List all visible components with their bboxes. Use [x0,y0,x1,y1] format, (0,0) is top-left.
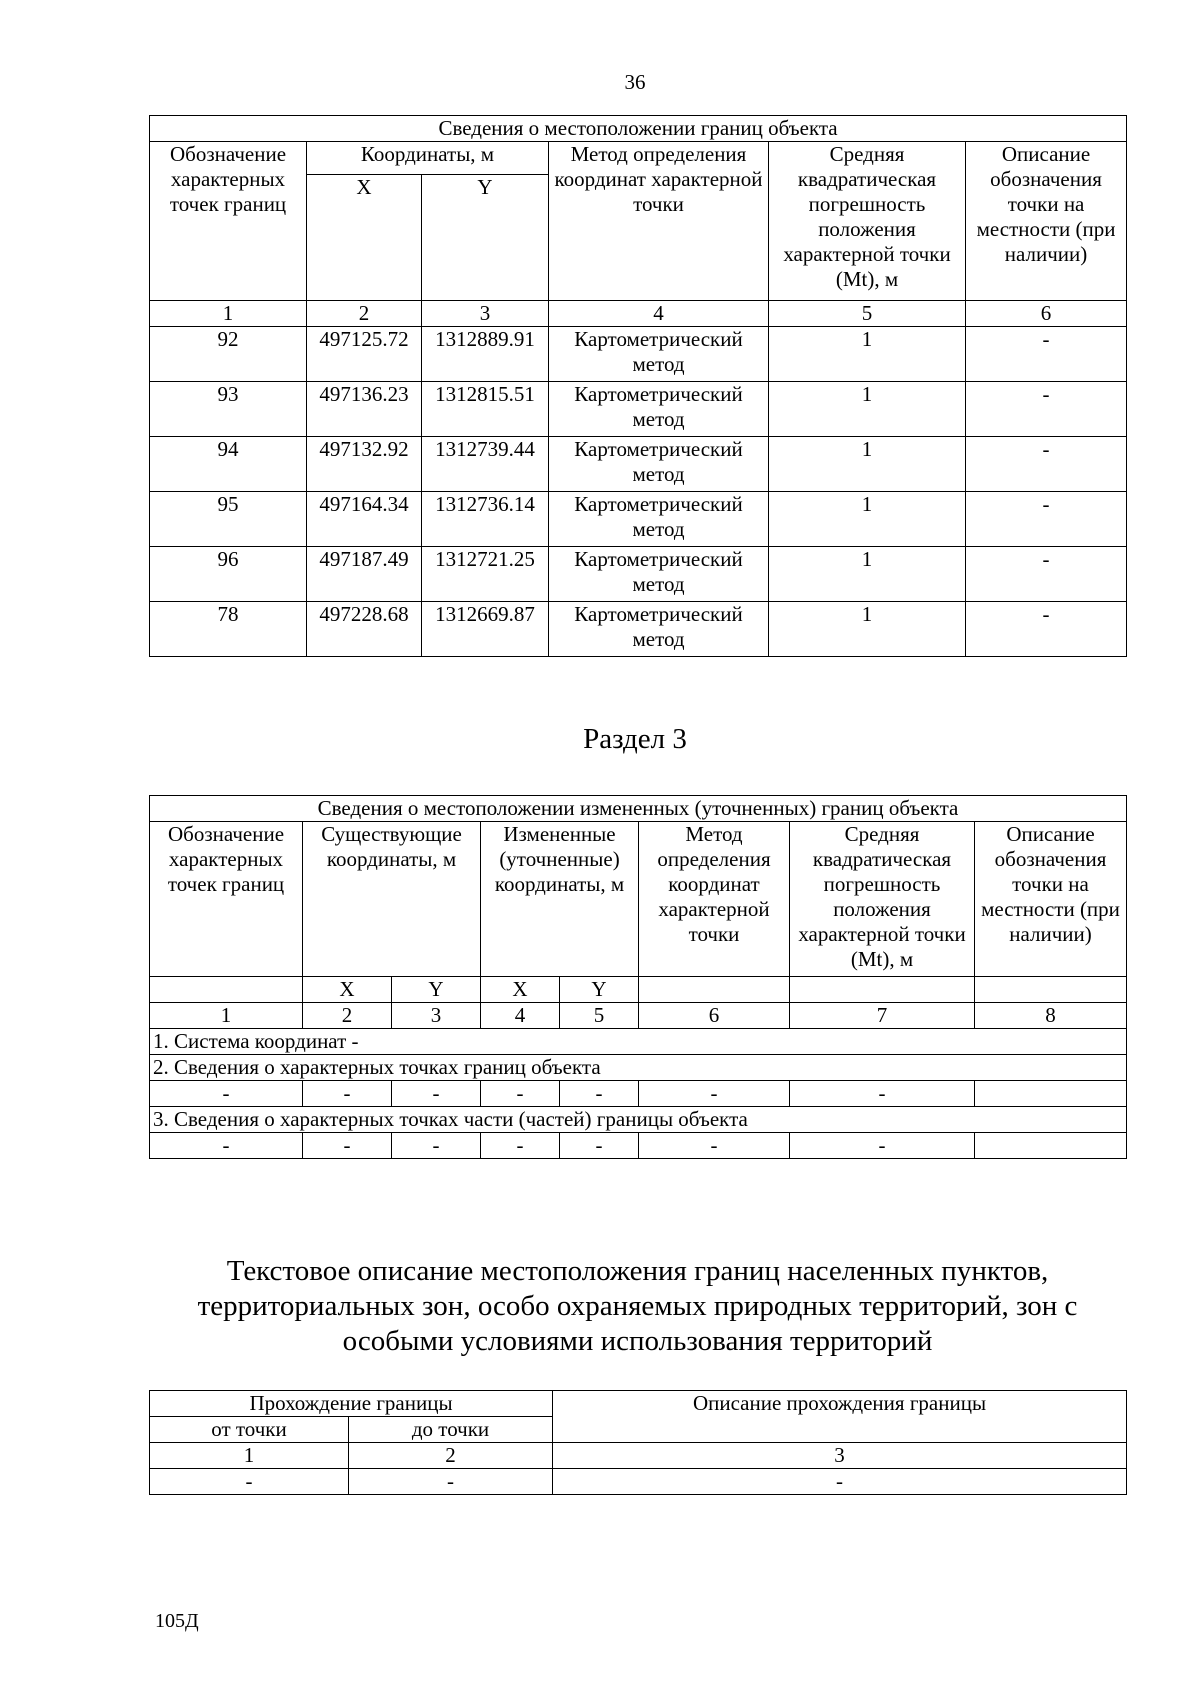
header-description: Описание обозначения точки на местности (при наличии) [966,142,1127,301]
column-number: 5 [560,1003,639,1029]
header-from-point: от точки [150,1417,349,1443]
dash-cell: - [349,1469,553,1495]
empty-cell [639,977,790,1003]
dash-cell: - [553,1469,1127,1495]
column-number: 3 [422,301,549,327]
header-to-point: до точки [349,1417,553,1443]
header-method: Метод определения координат характерной точки [549,142,769,301]
header-description: Описание обозначения точки на местности (при наличии) [975,822,1127,977]
dash-cell: - [150,1469,349,1495]
description-value: - [966,547,1127,602]
header-existing-coordinates: Существующие координаты, м [303,822,481,977]
empty-cell [975,1081,1127,1107]
dash-cell: - [790,1081,975,1107]
dash-cell: - [790,1133,975,1159]
y-value: 1312739.44 [422,437,549,492]
x-value: 497125.72 [307,327,422,382]
point-id: 95 [150,492,307,547]
dash-cell: - [150,1133,303,1159]
description-value: - [966,327,1127,382]
table-row [150,602,1127,657]
table-row [150,547,1127,602]
column-number: 2 [303,1003,392,1029]
column-number-row [150,1443,1127,1469]
page-number: 36 [624,70,646,94]
text-description-heading: Текстовое описание местоположения границ населенных пунктов, территориальных зон, особо охраняемых природных территорий, зон с особыми условиями использования территорий [197,1255,1078,1357]
section-heading: Раздел 3 [583,723,687,755]
method-value: Картометрический метод [549,602,769,657]
point-id: 92 [150,327,307,382]
error-value: 1 [769,492,966,547]
dash-cell: - [392,1133,481,1159]
header-error: Средняя квадратическая погрешность положения характерной точки (Mt), м [790,822,975,977]
x-value: 497228.68 [307,602,422,657]
column-number-row [150,301,1127,327]
point-id: 78 [150,602,307,657]
table-row [150,437,1127,492]
column-number-row [150,1003,1127,1029]
column-number: 6 [966,301,1127,327]
y-value: 1312669.87 [422,602,549,657]
y-value: 1312815.51 [422,382,549,437]
description-value: - [966,382,1127,437]
column-number: 8 [975,1003,1127,1029]
dash-cell: - [639,1081,790,1107]
table-title: Сведения о местоположении измененных (уточненных) границ объекта [150,796,1127,822]
error-value: 1 [769,327,966,382]
part-boundary-points-row: 3. Сведения о характерных точках части (частей) границы объекта [150,1107,1127,1133]
column-number: 3 [392,1003,481,1029]
table-row [150,1081,1127,1107]
column-number: 7 [790,1003,975,1029]
method-value: Картометрический метод [549,382,769,437]
footer-code: 105Д [155,1610,199,1632]
dash-cell: - [150,1081,303,1107]
header-x: X [481,977,560,1003]
dash-cell: - [481,1133,560,1159]
dash-cell: - [481,1081,560,1107]
header-designation: Обозначение характерных точек границ [150,822,303,977]
dash-cell: - [639,1133,790,1159]
table-row [150,1469,1127,1495]
header-x: X [307,175,422,301]
column-number: 6 [639,1003,790,1029]
changed-boundary-table [149,795,1127,1159]
y-value: 1312736.14 [422,492,549,547]
header-method: Метод определения координат характерной точки [639,822,790,977]
header-x: X [303,977,392,1003]
table-row [150,327,1127,382]
header-error: Средняя квадратическая погрешность положения характерной точки (Mt), м [769,142,966,301]
empty-cell [150,977,303,1003]
error-value: 1 [769,602,966,657]
point-id: 96 [150,547,307,602]
error-value: 1 [769,382,966,437]
table-title: Сведения о местоположении границ объекта [150,116,1127,142]
header-y: Y [392,977,481,1003]
description-value: - [966,492,1127,547]
table-row [150,492,1127,547]
dash-cell: - [560,1133,639,1159]
x-value: 497164.34 [307,492,422,547]
column-number: 2 [349,1443,553,1469]
column-number: 1 [150,1003,303,1029]
column-number: 3 [553,1443,1127,1469]
empty-cell [975,1133,1127,1159]
header-designation: Обозначение характерных точек границ [150,142,307,301]
boundary-passage-table [149,1390,1127,1495]
column-number: 2 [307,301,422,327]
boundary-points-row: 2. Сведения о характерных точках границ объекта [150,1055,1127,1081]
column-number: 1 [150,301,307,327]
x-value: 497136.23 [307,382,422,437]
description-value: - [966,437,1127,492]
error-value: 1 [769,437,966,492]
dash-cell: - [560,1081,639,1107]
error-value: 1 [769,547,966,602]
y-value: 1312889.91 [422,327,549,382]
method-value: Картометрический метод [549,437,769,492]
empty-cell [790,977,975,1003]
point-id: 93 [150,382,307,437]
x-value: 497187.49 [307,547,422,602]
dash-cell: - [303,1081,392,1107]
dash-cell: - [303,1133,392,1159]
boundary-location-table [149,115,1127,657]
table-row [150,1133,1127,1159]
header-y: Y [422,175,549,301]
header-passage-description: Описание прохождения границы [553,1391,1127,1443]
header-changed-coordinates: Измененные (уточненные) координаты, м [481,822,639,977]
header-coordinates: Координаты, м [307,142,549,175]
coordinate-system-row: 1. Система координат - [150,1029,1127,1055]
method-value: Картометрический метод [549,547,769,602]
method-value: Картометрический метод [549,492,769,547]
x-value: 497132.92 [307,437,422,492]
column-number: 4 [481,1003,560,1029]
column-number: 5 [769,301,966,327]
table-row [150,382,1127,437]
column-number: 4 [549,301,769,327]
dash-cell: - [392,1081,481,1107]
y-value: 1312721.25 [422,547,549,602]
header-y: Y [560,977,639,1003]
header-passage: Прохождение границы [150,1391,553,1417]
column-number: 1 [150,1443,349,1469]
point-id: 94 [150,437,307,492]
method-value: Картометрический метод [549,327,769,382]
description-value: - [966,602,1127,657]
empty-cell [975,977,1127,1003]
